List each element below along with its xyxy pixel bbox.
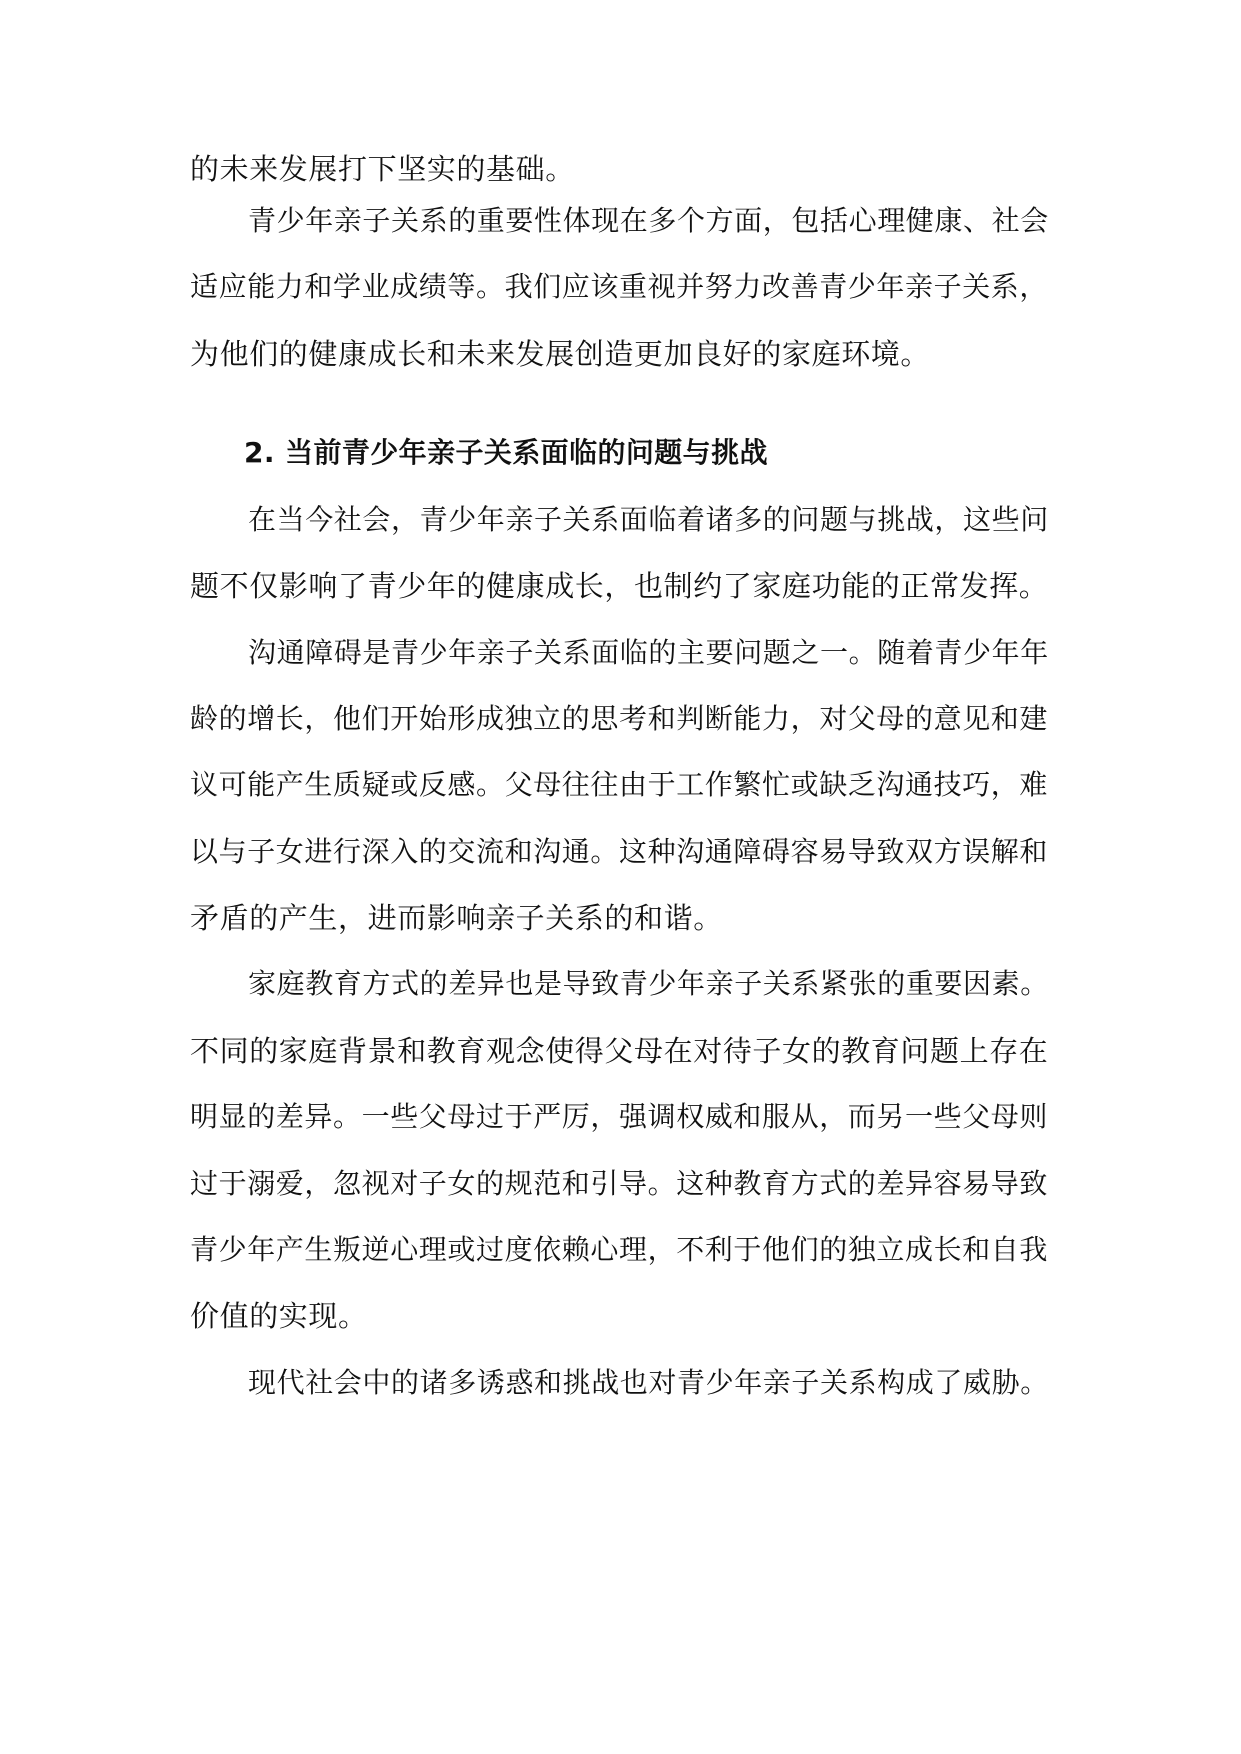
paragraph-line: 议可能产生质疑或反感。父母往往由于工作繁忙或缺乏沟通技巧，难 (190, 768, 1049, 801)
paragraph-line: 在当今社会，青少年亲子关系面临着诸多的问题与挑战，这些问 (248, 503, 1049, 536)
paragraph-line: 龄的增长，他们开始形成独立的思考和判断能力，对父母的意见和建 (190, 702, 1049, 735)
paragraph-line: 的未来发展打下坚实的基础。 (190, 152, 575, 186)
paragraph-line: 题不仅影响了青少年的健康成长，也制约了家庭功能的正常发挥。 (190, 569, 1049, 603)
paragraph-line: 不同的家庭背景和教育观念使得父母在对待子女的教育问题上存在 (190, 1034, 1049, 1068)
paragraph-line: 过于溺爱，忽视对子女的规范和引导。这种教育方式的差异容易导致 (190, 1167, 1049, 1200)
section-heading: 2. 当前青少年亲子关系面临的问题与挑战 (244, 436, 768, 469)
paragraph-line: 青少年产生叛逆心理或过度依赖心理，不利于他们的独立成长和自我 (190, 1233, 1049, 1266)
paragraph-line: 青少年亲子关系的重要性体现在多个方面，包括心理健康、社会 (248, 204, 1049, 237)
paragraph-line: 为他们的健康成长和未来发展创造更加良好的家庭环境。 (190, 337, 931, 371)
paragraph-line: 家庭教育方式的差异也是导致青少年亲子关系紧张的重要因素。 (248, 967, 1049, 1000)
paragraph-line: 适应能力和学业成绩等。我们应该重视并努力改善青少年亲子关系， (190, 270, 1049, 303)
paragraph-line: 以与子女进行深入的交流和沟通。这种沟通障碍容易导致双方误解和 (190, 835, 1049, 868)
paragraph-line: 价值的实现。 (190, 1299, 368, 1333)
paragraph-line: 现代社会中的诸多诱惑和挑战也对青少年亲子关系构成了威胁。 (248, 1366, 1049, 1399)
paragraph-line: 沟通障碍是青少年亲子关系面临的主要问题之一。随着青少年年 (248, 636, 1049, 669)
paragraph-line: 矛盾的产生，进而影响亲子关系的和谐。 (190, 901, 723, 935)
paragraph-line: 明显的差异。一些父母过于严厉，强调权威和服从，而另一些父母则 (190, 1100, 1049, 1133)
